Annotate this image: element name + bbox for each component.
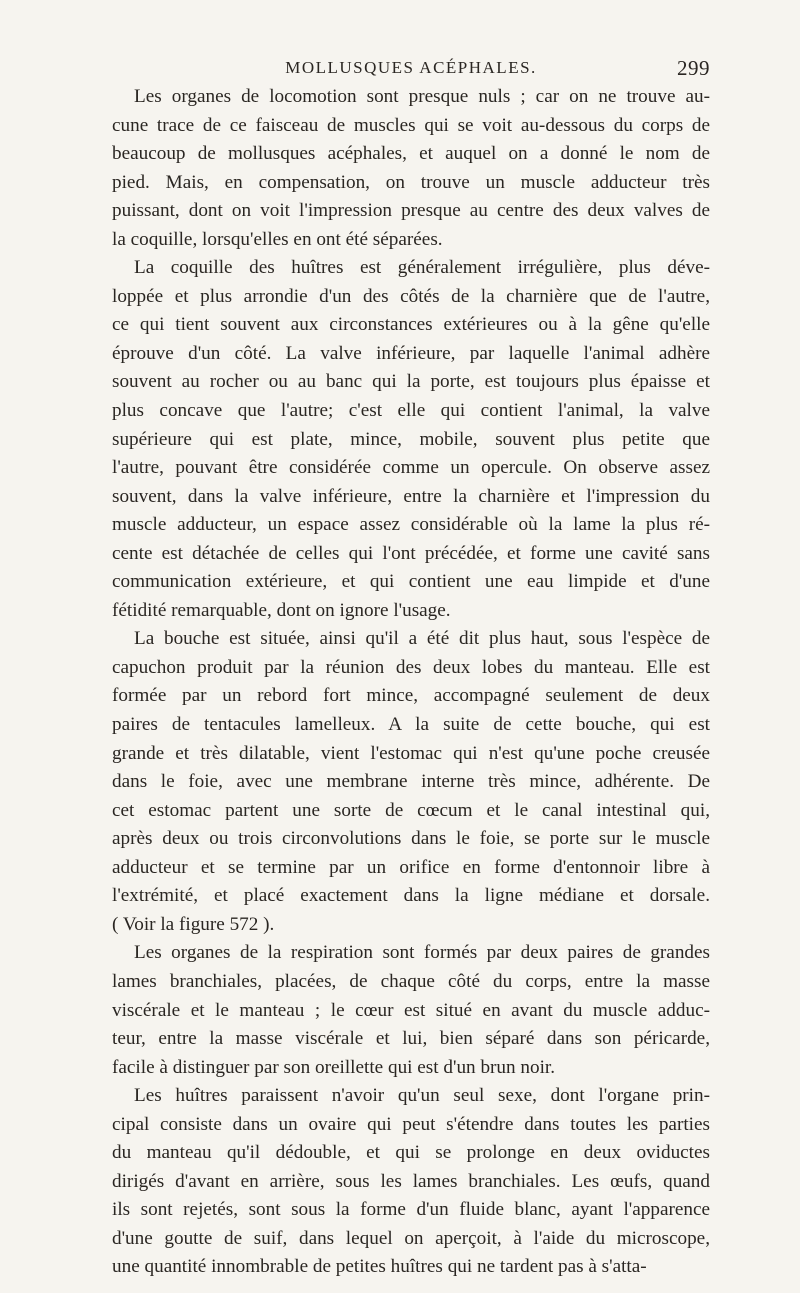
body-text — [112, 83, 710, 1282]
text-line: du manteau qu'il dédouble, et qui se prolonge en deux oviductes — [112, 1142, 710, 1164]
text-line: ils sont rejetés, sont sous la forme d'un fluide blanc, ayant l'apparence — [112, 1199, 710, 1221]
text-line: éprouve d'un côté. La valve inférieure, par laquelle l'animal adhère — [112, 342, 710, 364]
text-line: La bouche est située, ainsi qu'il a été dit plus haut, sous l'espèce de — [134, 628, 710, 650]
text-line: cente est détachée de celles qui l'ont précédée, et forme une cavité sans — [112, 542, 710, 564]
running-head — [112, 58, 710, 86]
text-line: adducteur et se termine par un orifice en forme d'entonnoir libre à — [112, 856, 710, 878]
text-line: Les organes de locomotion sont presque nuls ; car on ne trouve au- — [134, 86, 710, 107]
text-line: une quantité innombrable de petites huîtres qui ne tardent pas à s'atta- — [112, 1256, 647, 1278]
text-line: l'extrémité, et placé exactement dans la ligne médiane et dorsale. — [112, 885, 710, 907]
text-line: supérieure qui est plate, mince, mobile, souvent plus petite que — [112, 428, 710, 450]
text-line: l'autre, pouvant être considérée comme un opercule. On observe assez — [112, 457, 710, 479]
text-line: facile à distinguer par son oreillette qui est d'un brun noir. — [112, 1056, 556, 1078]
text-line: ( Voir la figure 572 ). — [112, 913, 275, 935]
text-line: loppée et plus arrondie d'un des côtés de la charnière que de l'autre, — [112, 285, 710, 307]
text-line: capuchon produit par la réunion des deux lobes du manteau. Elle est — [112, 656, 710, 678]
paragraph — [112, 83, 710, 254]
text-line: après deux ou trois circonvolutions dans le foie, se porte sur le muscle — [112, 828, 710, 850]
text-line: cune trace de ce faisceau de muscles qui se voit au-dessous du corps de — [112, 114, 710, 136]
text-line: teur, entre la masse viscérale et lui, bien séparé dans son péricarde, — [112, 1028, 710, 1050]
running-title: MOLLUSQUES ACÉPHALES. — [285, 58, 537, 77]
text-line: la coquille, lorsqu'elles en ont été séparées. — [112, 228, 443, 250]
text-line: muscle adducteur, un espace assez considérable où la lame la plus ré- — [112, 514, 710, 536]
text-line: cet estomac partent une sorte de cœcum et le canal intestinal qui, — [112, 799, 710, 821]
text-line: grande et très dilatable, vient l'estomac qui n'est qu'une poche creusée — [112, 742, 710, 764]
text-line: beaucoup de mollusques acéphales, et auquel on a donné le nom de — [112, 143, 710, 165]
text-line: viscérale et le manteau ; le cœur est situé en avant du muscle adduc- — [112, 999, 710, 1021]
text-line: paires de tentacules lamelleux. A la suite de cette bouche, qui est — [112, 714, 710, 736]
text-line: dirigés d'avant en arrière, sous les lames branchiales. Les œufs, quand — [112, 1170, 710, 1192]
page-number: 299 — [677, 56, 710, 80]
text-line: Les huîtres paraissent n'avoir qu'un seul sexe, dont l'organe prin- — [134, 1085, 710, 1107]
paragraph — [112, 625, 710, 939]
paragraph — [112, 939, 710, 1082]
text-line: lames branchiales, placées, de chaque côté du corps, entre la masse — [112, 970, 710, 992]
text-line: ce qui tient souvent aux circonstances extérieures ou à la gêne qu'elle — [112, 314, 710, 336]
text-line: souvent au rocher ou au banc qui la porte, est toujours plus épaisse et — [112, 371, 710, 393]
text-line: formée par un rebord fort mince, accompagné seulement de deux — [112, 685, 710, 707]
text-line: d'une goutte de suif, dans lequel on aperçoit, à l'aide du microscope, — [112, 1227, 710, 1249]
text-line: Les organes de la respiration sont formés par deux paires de grandes — [134, 942, 710, 964]
text-line: puissant, dont on voit l'impression presque au centre des deux valves de — [112, 200, 710, 222]
text-line: plus concave que l'autre; c'est elle qui contient l'animal, la valve — [112, 400, 710, 422]
text-line: cipal consiste dans un ovaire qui peut s'étendre dans toutes les parties — [112, 1113, 710, 1135]
text-line: communication extérieure, et qui contient une eau limpide et d'une — [112, 571, 710, 593]
text-line: dans le foie, avec une membrane interne très mince, adhérente. De — [112, 771, 710, 793]
text-line: fétidité remarquable, dont on ignore l'usage. — [112, 599, 451, 621]
text-line: pied. Mais, en compensation, on trouve un muscle adducteur très — [112, 171, 710, 193]
paragraph — [112, 1082, 710, 1282]
text-line: La coquille des huîtres est généralement irrégulière, plus déve- — [134, 257, 710, 279]
text-line: souvent, dans la valve inférieure, entre la charnière et l'impression du — [112, 485, 710, 507]
paragraph — [112, 254, 710, 625]
